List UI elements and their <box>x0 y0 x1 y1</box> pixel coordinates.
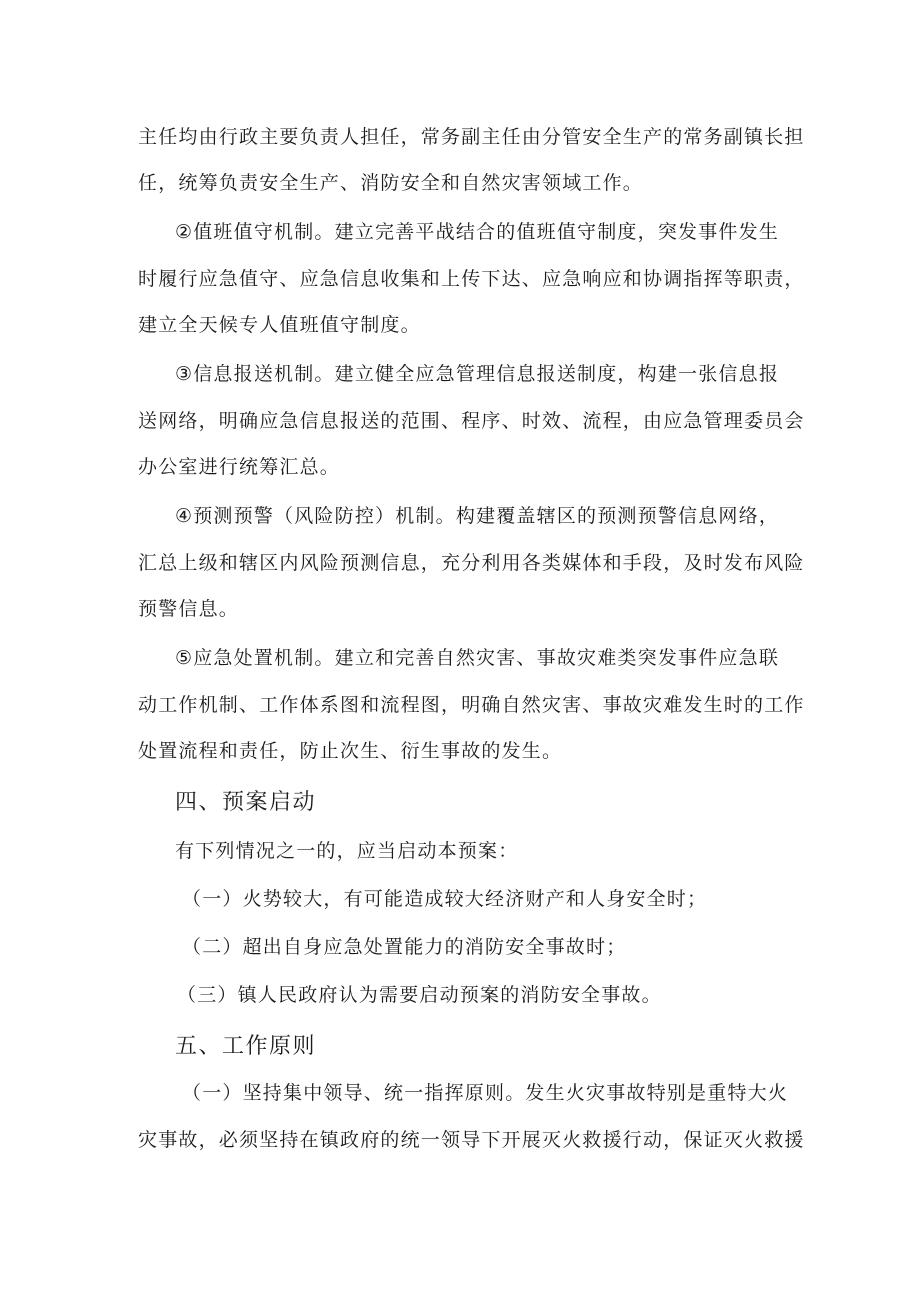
text-line: 动工作机制、工作体系图和流程图，明确自然灾害、事故灾难发生时的工作 <box>138 694 805 716</box>
text-line: 时履行应急值守、应急信息收集和上传下达、应急响应和协调指挥等职责， <box>138 268 805 290</box>
text-line: 办公室进行统筹汇总。 <box>138 456 341 478</box>
text-line: （一）坚持集中领导、统一指挥原则。发生火灾事故特别是重特大火 <box>182 1082 789 1104</box>
text-line: ②值班值守机制。建立完善平战结合的值班值守制度，突发事件发生 <box>175 221 780 243</box>
section-heading: 五、工作原则 <box>175 1034 317 1059</box>
list-item: （三）镇人民政府认为需要启动预案的消防安全事故。 <box>177 984 662 1006</box>
text-line: ④预测预警（风险防控）机制。构建覆盖辖区的预测预警信息网络， <box>175 505 780 527</box>
text-line: 处置流程和责任，防止次生、衍生事故的发生。 <box>138 740 563 762</box>
text-line: 建立全天候专人值班值守制度。 <box>138 314 421 336</box>
text-line: 灾事故，必须坚持在镇政府的统一领导下开展灭火救援行动，保证灭火救援 <box>138 1129 805 1151</box>
text-line: 主任均由行政主要负责人担任，常务副主任由分管安全生产的常务副镇长担 <box>138 126 805 148</box>
text-line: 任，统筹负责安全生产、消防安全和自然灾害领域工作。 <box>138 172 644 194</box>
section-heading: 四、预案启动 <box>175 790 317 815</box>
text-line: 汇总上级和辖区内风险预测信息，充分利用各类媒体和手段，及时发布风险 <box>138 552 805 574</box>
text-line: 送网络，明确应急信息报送的范围、程序、时效、流程，由应急管理委员会 <box>138 410 805 432</box>
text-line: ③信息报送机制。建立健全应急管理信息报送制度，构建一张信息报 <box>175 363 780 385</box>
list-item: （二）超出自身应急处置能力的消防安全事故时； <box>182 936 627 958</box>
text-line: 预警信息。 <box>138 598 240 620</box>
text-line: 有下列情况之一的，应当启动本预案： <box>175 840 519 862</box>
list-item: （一）火势较大，有可能造成较大经济财产和人身安全时； <box>182 888 708 910</box>
text-line: ⑤应急处置机制。建立和完善自然灾害、事故灾难类突发事件应急联 <box>175 647 780 669</box>
